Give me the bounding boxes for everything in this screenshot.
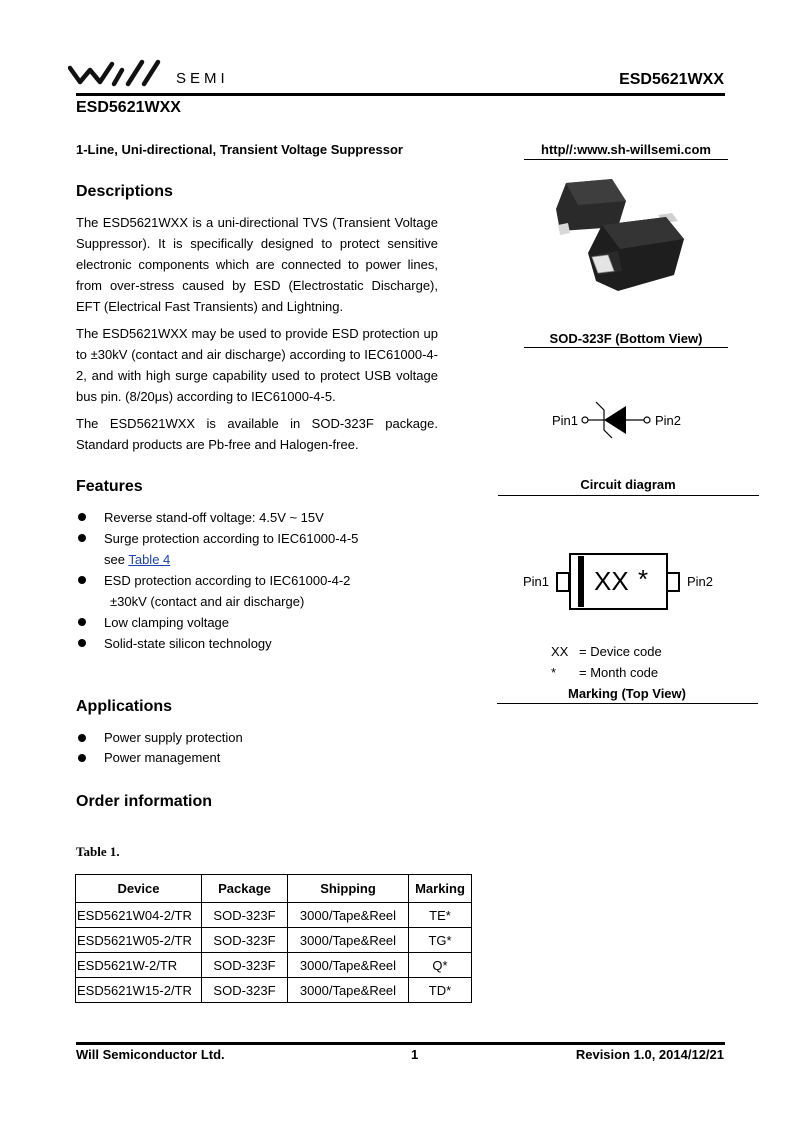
table-row [76,953,472,978]
legend-star-key: * [551,665,557,680]
website-link[interactable]: http//:www.sh-willsemi.com [541,142,711,157]
features-heading: Features [76,478,143,495]
applications-heading: Applications [76,698,173,715]
circuit-pin2-label: Pin2 [655,413,682,428]
marking-rule [497,703,758,704]
table-row [76,928,472,953]
column-header: Marking [409,875,472,903]
website-rule [524,159,728,160]
marking-pad-left [556,572,570,592]
marking-star: * [638,564,649,594]
description-paragraph-2: The ESD5621WXX may be used to provide ESD protection up to ±30kV (contact and air discharge) according to IEC61000-4-2, and with high surge capability used to protect USB voltage bus pin. (8/20μs) according to IEC61000-4-5. [76,326,438,404]
description-paragraph-3: The ESD5621WXX is available in SOD-323F package. Standard products are Pb-free and Halogen-free. [76,416,438,452]
table-cell: 3000/Tape&Reel [288,978,409,1003]
bullet-icon [78,754,86,762]
legend-star-value: = Month code [579,665,659,680]
bullet-icon [78,734,86,742]
will-logo-mark [68,58,176,88]
bullet-icon [78,513,86,521]
table-row [76,978,472,1003]
list-item: Low clamping voltage [76,612,358,633]
bullet-icon [78,576,86,584]
bullet-icon [78,534,86,542]
table-cell: Q* [409,953,472,978]
marking-caption: Marking (Top View) [568,686,686,701]
list-item: Power supply protection [76,728,243,748]
table-row [76,903,472,928]
bullet-icon [78,618,86,626]
table-cell: ESD5621W04-2/TR [76,903,202,928]
package-caption: SOD-323F (Bottom View) [549,331,703,346]
table-cell: ESD5621W15-2/TR [76,978,202,1003]
legend-xx-value: = Device code [579,644,662,659]
legend-xx-key: XX [551,644,569,659]
tvs-diode-symbol [580,396,654,444]
table-header-row [76,875,472,903]
circuit-pin1-label: Pin1 [552,413,579,428]
footer-company: Will Semiconductor Ltd. [76,1047,225,1062]
applications-list [76,728,243,768]
table-cell: TE* [409,903,472,928]
marking-pin2-label: Pin2 [687,574,714,589]
column-header: Device [76,875,202,903]
table-cell: SOD-323F [202,953,288,978]
table-cell: 3000/Tape&Reel [288,903,409,928]
table-cell: 3000/Tape&Reel [288,928,409,953]
list-item: Power management [76,748,243,768]
descriptions-heading: Descriptions [76,183,173,200]
circuit-rule [498,495,759,496]
table-cell: TD* [409,978,472,1003]
package-image [548,175,694,303]
description-paragraph-1: The ESD5621WXX is a uni-directional TVS (Transient Voltage Suppressor). It is specifically designed to protect sensitive electronic components which are connected to power lines, from over-stress caused by ESD (Electrostatic Discharge), EFT (Electrical Fast Transients) and Lightning. [76,215,438,314]
order-table [75,874,472,1003]
table-cell: SOD-323F [202,928,288,953]
table-cell: SOD-323F [202,978,288,1003]
footer-rule [76,1042,725,1045]
footer-page-number: 1 [411,1047,419,1062]
list-item: Solid-state silicon technology [76,633,358,654]
footer-revision: Revision 1.0, 2014/12/21 [575,1047,724,1062]
header-rule [76,93,725,96]
bullet-icon [78,639,86,647]
column-header: Shipping [288,875,409,903]
cathode-band [578,556,584,607]
table-cell: SOD-323F [202,903,288,928]
table-cell: ESD5621W05-2/TR [76,928,202,953]
brand-word: SEMI [176,70,229,87]
circuit-caption: Circuit diagram [580,477,676,492]
header-part-number: ESD5621WXX [619,71,724,88]
marking-pin1-label: Pin1 [523,574,550,589]
package-rule [524,347,728,348]
features-list [76,507,358,654]
list-item: Surge protection according to IEC61000-4-5 see Table 4 [76,528,358,570]
table-cell: ESD5621W-2/TR [76,953,202,978]
order-heading: Order information [76,793,213,810]
list-item: Reverse stand-off voltage: 4.5V ~ 15V [76,507,358,528]
marking-code: XX [594,566,629,596]
table-cell: 3000/Tape&Reel [288,953,409,978]
table-cell: TG* [409,928,472,953]
part-number-title: ESD5621WXX [76,99,181,116]
table-label: Table 1. [76,844,120,859]
table-4-link[interactable]: Table 4 [128,552,171,567]
column-header: Package [202,875,288,903]
list-item: ESD protection according to IEC61000-4-2 ±30kV (contact and air discharge) [76,570,358,612]
marking-pad-right [666,572,680,592]
subtitle: 1-Line, Uni-directional, Transient Voltage Suppressor [76,142,403,157]
